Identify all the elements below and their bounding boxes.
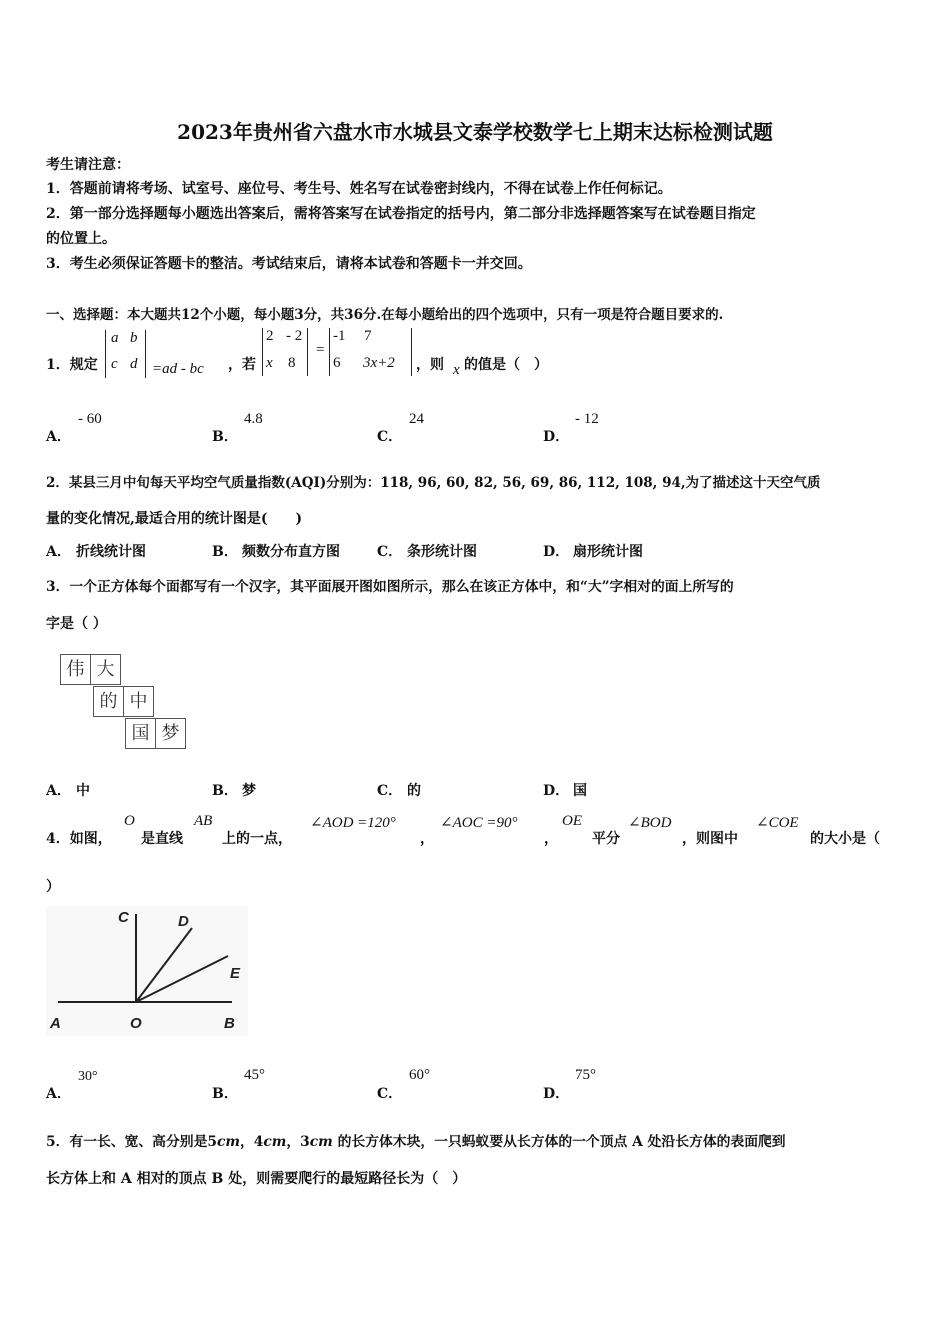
det-bar: [145, 330, 146, 378]
option-b-value: 45°: [244, 1067, 265, 1083]
q4-text: 上的一点，: [222, 831, 292, 847]
option-c-label: C．: [377, 783, 403, 799]
option-b-label: B．: [212, 544, 238, 560]
option-b-label: B．: [212, 783, 238, 799]
q4-text: 的大小是（: [810, 831, 880, 847]
det-bar: [307, 328, 308, 376]
notice-item: 1．答题前请将考场、试室号、座位号、考生号、姓名写在试卷密封线内，不得在试卷上作任何标记。: [46, 181, 672, 197]
option-a-value: 中: [76, 783, 90, 799]
net-cell: 梦: [155, 718, 186, 749]
q1-prefix: 1．规定: [46, 357, 98, 373]
section-heading: 一、选择题：本大题共12个小题，每小题3分，共36分.在每小题给出的四个选项中，只有一项是符合题目要求的.: [46, 307, 724, 323]
q4-text: ，: [544, 831, 558, 847]
det-d: d: [130, 356, 138, 372]
option-a-value: 30°: [78, 1069, 98, 1084]
q5-text: 长方体上和 A 相对的顶点 B 处，则需要爬行的最短路径长为（ ）: [46, 1171, 467, 1187]
q4-text: ，: [420, 831, 434, 847]
option-d-label: D．: [543, 429, 570, 445]
q4-math: ∠COE: [756, 815, 799, 831]
option-a-label: A．: [46, 783, 71, 799]
q4-text: ）: [46, 879, 60, 895]
notice-item: 3．考生必须保证答题卡的整洁。考试结束后，请将本试卷和答题卡一并交回。: [46, 256, 532, 272]
label-e: E: [230, 965, 241, 982]
option-d-value: 75°: [575, 1067, 596, 1083]
det-bar: [105, 330, 106, 378]
det1-r1a: 2: [266, 328, 274, 344]
q1-mid: ，若: [228, 357, 256, 373]
option-b-value: 频数分布直方图: [242, 544, 340, 560]
option-c-value: 60°: [409, 1067, 430, 1083]
option-a-label: A．: [46, 429, 71, 445]
q4-text: 平分: [592, 831, 620, 847]
option-c-value: 的: [407, 783, 421, 799]
q4-math: AB: [194, 813, 213, 829]
option-d-value: 扇形统计图: [573, 544, 643, 560]
q3-text: 字是（ ）: [46, 616, 107, 632]
option-d-label: D．: [543, 783, 570, 799]
option-b-value: 4.8: [244, 411, 263, 427]
option-c-label: C．: [377, 544, 403, 560]
q4-math: O: [124, 813, 135, 829]
equals-sign: =: [316, 342, 325, 358]
option-d-label: D．: [543, 544, 570, 560]
option-b-label: B．: [212, 429, 238, 445]
q5-text: 5．有一长、宽、高分别是5cm，4cm，3cm 的长方体木块，一只蚂蚁要从长方体的一个顶点 A 处沿长方体的表面爬到: [46, 1134, 786, 1150]
det-a: a: [111, 330, 119, 346]
q4-math: ∠BOD: [628, 815, 672, 831]
det2-r2b: 3x+2: [363, 355, 395, 371]
option-d-value: 国: [573, 783, 587, 799]
option-d-label: D．: [543, 1086, 570, 1102]
angle-figure: [46, 906, 248, 1036]
option-b-label: B．: [212, 1086, 238, 1102]
net-cell: 中: [123, 686, 154, 717]
option-c-value: 24: [409, 411, 424, 427]
det1-r1b: - 2: [286, 328, 303, 344]
q1-suffix-a: ，则: [416, 357, 444, 373]
q4-text: 是直线: [141, 831, 183, 847]
det2-r1a: -1: [333, 328, 346, 344]
label-d: D: [178, 913, 189, 930]
option-d-value: - 12: [575, 411, 599, 427]
det-bar: [411, 328, 412, 376]
option-c-label: C．: [377, 1086, 403, 1102]
option-a-label: A．: [46, 1086, 71, 1102]
option-c-value: 条形统计图: [407, 544, 477, 560]
q2-text: 量的变化情况,最适合用的统计图是( ): [46, 511, 303, 527]
label-c: C: [118, 909, 129, 926]
det-c: c: [111, 356, 118, 372]
det-bar: [329, 328, 330, 376]
det-def-rhs: =ad - bc: [152, 361, 204, 377]
option-b-value: 梦: [242, 783, 256, 799]
q2-text: 2．某县三月中旬每天平均空气质量指数(AQI)分别为：118, 96, 60, 82, 56, 69, 86, 112, 108, 94,为了描述这十天空气质: [46, 475, 821, 491]
net-cell: 伟: [60, 654, 91, 685]
det-b: b: [130, 330, 138, 346]
label-o: O: [130, 1015, 142, 1032]
q4-text: ，则图中: [682, 831, 738, 847]
net-cell: 大: [90, 654, 121, 685]
label-a: A: [50, 1015, 61, 1032]
label-b: B: [224, 1015, 235, 1032]
det1-r2a: x: [266, 355, 273, 371]
option-a-label: A．: [46, 544, 71, 560]
notice-item: 2．第一部分选择题每小题选出答案后，需将答案写在试卷指定的括号内，第二部分非选择题答案写在试卷题目指定: [46, 206, 756, 222]
det1-r2b: 8: [288, 355, 296, 371]
q4-math: ∠AOD =120°: [310, 815, 396, 831]
q1-suffix-b: 的值是（ ）: [464, 357, 548, 373]
q4-math: OE: [562, 813, 582, 829]
net-cell: 国: [125, 718, 156, 749]
q4-math: ∠AOC =90°: [440, 815, 518, 831]
option-a-value: 折线统计图: [76, 544, 146, 560]
q3-text: 3．一个正方体每个面都写有一个汉字，其平面展开图如图所示，那么在该正方体中，和“大”字相对的面上所写的: [46, 579, 734, 595]
q1-variable: x: [453, 362, 460, 378]
det2-r2a: 6: [333, 355, 341, 371]
notice-heading: 考生请注意：: [46, 157, 130, 173]
det-bar: [262, 328, 263, 376]
net-cell: 的: [93, 686, 124, 717]
page-title: 2023年贵州省六盘水市水城县文泰学校数学七上期末达标检测试题: [177, 120, 773, 144]
option-c-label: C．: [377, 429, 403, 445]
det2-r1b: 7: [364, 328, 372, 344]
q4-text: 4．如图，: [46, 831, 112, 847]
option-a-value: - 60: [78, 411, 102, 427]
notice-item: 的位置上。: [46, 231, 116, 247]
